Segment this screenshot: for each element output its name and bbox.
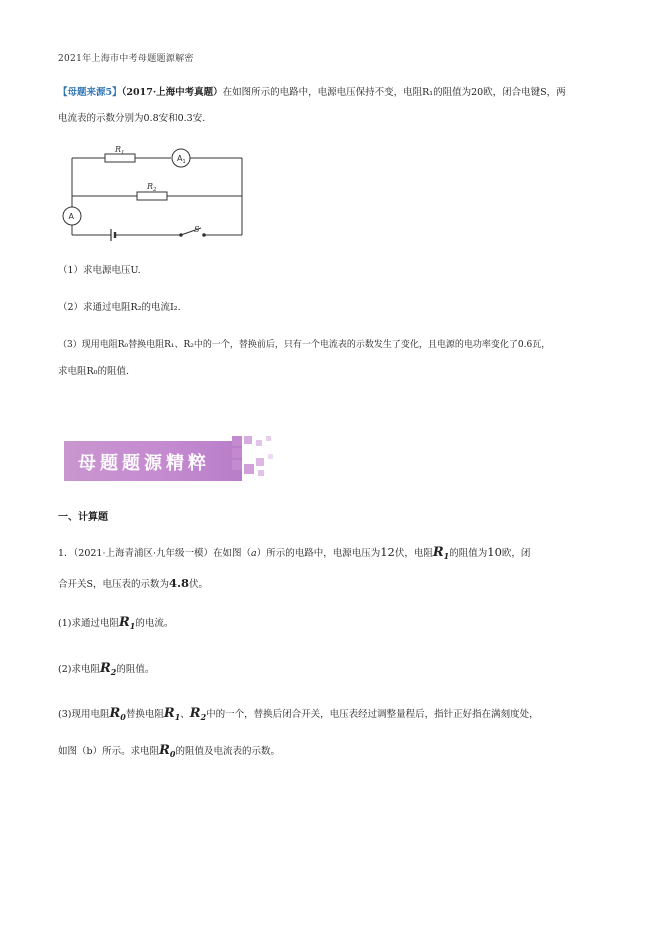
banner-title: 母题题源精粹 (78, 453, 210, 474)
decorative-pixel-icon (228, 434, 278, 480)
problem1-question-3-line2: 如图（b）所示。求电阻$R_0$的阻值及电流表的示数。 (58, 743, 280, 759)
switch-label: S (194, 225, 200, 234)
source-tag: 【母题来源5】 (58, 87, 122, 98)
problem-text-line2: 电流表的示数分别为0.8安和0.3安. (58, 113, 206, 124)
resistor-r1 (105, 154, 135, 162)
problem1-question-2: (2)求电阻$R_2$的阻值。 (58, 661, 155, 677)
question-3-line1: （3）现用电阻R₀替换电阻R₁、R₂中的一个，替换前后，只有一个电流表的示数发生了变化，且电源的电功率变化了0.6瓦， (58, 340, 551, 350)
problem-text-line1: 在如图所示的电路中，电源电压保持不变，电阻R₁的阻值为20欧，闭合电键S，两 (222, 87, 566, 98)
ammeter-label: A (68, 212, 74, 221)
problem1-question-3-line1: (3)现用电阻$R_0$替换电阻$R_1$、$R_2$中的一个，替换后闭合开关，电压表经过调整量程后，指针正好指在满刻度处， (58, 706, 539, 722)
question-3-line2: 求电阻R₀的阻值. (58, 366, 129, 377)
circuit-diagram (58, 142, 248, 242)
svg-text:R2: $R_2$ (147, 182, 157, 193)
problem-source-line (58, 86, 566, 100)
source-origin: （2017·上海中考真题） (121, 87, 223, 98)
svg-text:A1: $A_1$ (177, 154, 186, 165)
resistor-r2 (137, 192, 167, 200)
svg-text:R1: $R_1$ (115, 145, 125, 156)
page-header: 2021年上海市中考母题题源解密 (58, 54, 194, 64)
r1-label: R (115, 145, 122, 154)
question-1: （1）求电源电压U. (58, 265, 141, 276)
ammeter1-label: A (177, 154, 183, 163)
r2-label: R (147, 182, 154, 191)
problem1-question-1: (1)求通过电阻$R_1$的电流。 (58, 615, 174, 631)
section-title: 一、计算题 (58, 512, 108, 523)
question-2: （2）求通过电阻R₂的电流I₂. (58, 302, 181, 313)
problem1-line2: 合开关S，电压表的示数为4.8伏。 (58, 576, 209, 590)
problem1-line1: 1．（2021·上海青浦区·九年级一模）在如图（a）所示的电路中，电源电压为12伏，电阻$R_1$的阻值为10欧，闭 (58, 545, 531, 561)
resistor-r1-symbol: R (432, 545, 444, 560)
